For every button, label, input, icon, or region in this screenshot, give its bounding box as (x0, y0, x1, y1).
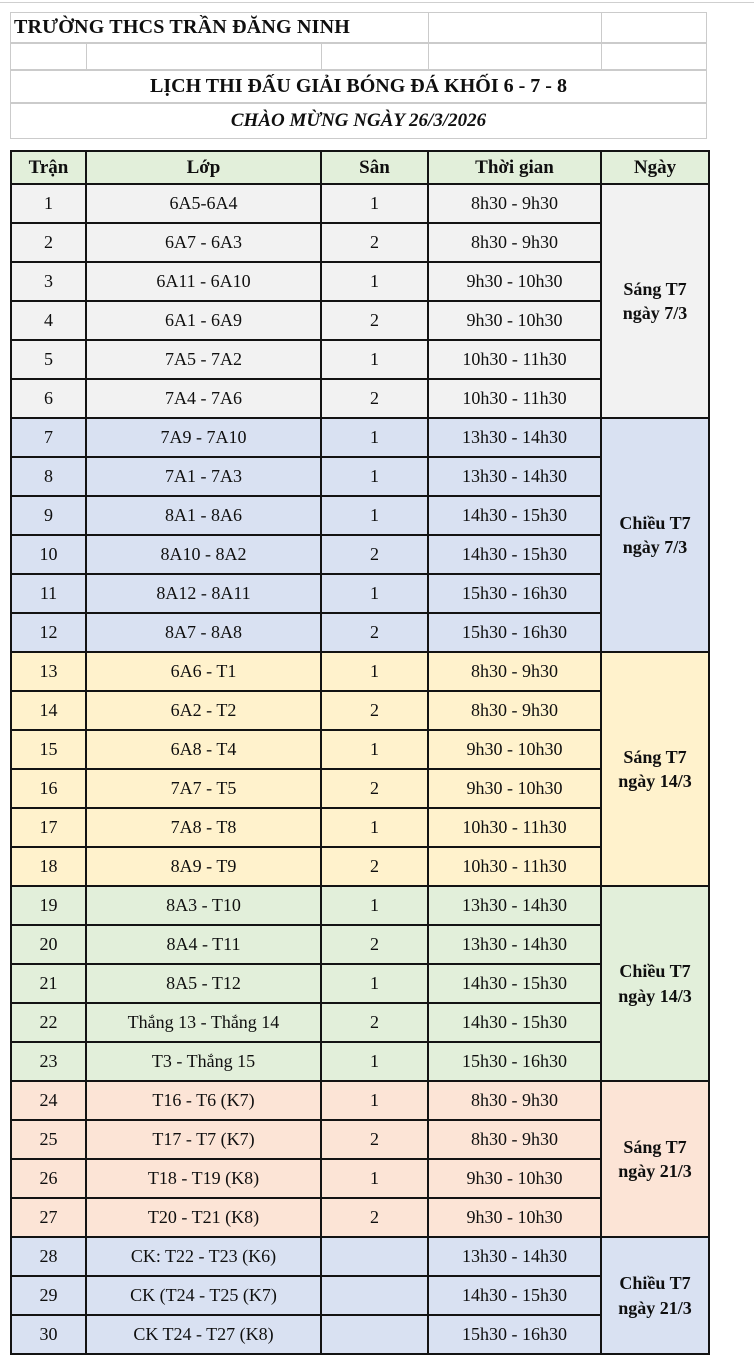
table-row (11, 886, 709, 925)
class-pair-cell: 6A11 - 6A10 (86, 262, 321, 301)
time-slot-cell: 14h30 - 15h30 (428, 496, 601, 535)
tournament-title: LỊCH THI ĐẤU GIẢI BÓNG ĐÁ KHỐI 6 - 7 - 8 (10, 70, 707, 103)
time-slot-cell: 9h30 - 10h30 (428, 730, 601, 769)
table-row (11, 184, 709, 223)
class-pair-cell: 8A4 - T11 (86, 925, 321, 964)
time-slot-cell: 10h30 - 11h30 (428, 808, 601, 847)
time-slot-cell: 8h30 - 9h30 (428, 223, 601, 262)
match-number-cell: 23 (11, 1042, 86, 1081)
match-number-cell: 27 (11, 1198, 86, 1237)
field-cell: 1 (321, 964, 428, 1003)
field-cell: 2 (321, 223, 428, 262)
gridline (321, 44, 322, 69)
header-row (11, 151, 709, 184)
class-pair-cell: 6A1 - 6A9 (86, 301, 321, 340)
time-slot-cell: 14h30 - 15h30 (428, 535, 601, 574)
day-session-cell: Sáng T7 ngày 7/3 (601, 184, 709, 418)
field-cell: 2 (321, 925, 428, 964)
table-row (11, 418, 709, 457)
header-time: Thời gian (428, 151, 601, 184)
gridline (601, 44, 602, 69)
schedule-table (10, 150, 710, 1355)
match-number-cell: 2 (11, 223, 86, 262)
time-slot-cell: 9h30 - 10h30 (428, 769, 601, 808)
match-number-cell: 20 (11, 925, 86, 964)
time-slot-cell: 10h30 - 11h30 (428, 379, 601, 418)
match-number-cell: 26 (11, 1159, 86, 1198)
table-row (11, 1081, 709, 1120)
time-slot-cell: 13h30 - 14h30 (428, 925, 601, 964)
header-lop: Lớp (86, 151, 321, 184)
match-number-cell: 14 (11, 691, 86, 730)
schedule-body (11, 184, 709, 1354)
time-slot-cell: 13h30 - 14h30 (428, 886, 601, 925)
time-slot-cell: 9h30 - 10h30 (428, 1198, 601, 1237)
field-cell (321, 1315, 428, 1354)
match-number-cell: 19 (11, 886, 86, 925)
class-pair-cell: T20 - T21 (K8) (86, 1198, 321, 1237)
field-cell: 1 (321, 1159, 428, 1198)
time-slot-cell: 9h30 - 10h30 (428, 262, 601, 301)
class-pair-cell: Thắng 13 - Thắng 14 (86, 1003, 321, 1042)
time-slot-cell: 15h30 - 16h30 (428, 1315, 601, 1354)
field-cell: 1 (321, 730, 428, 769)
field-cell: 2 (321, 535, 428, 574)
class-pair-cell: T18 - T19 (K8) (86, 1159, 321, 1198)
sheet-top-gridline (0, 2, 754, 3)
header-san: Sân (321, 151, 428, 184)
time-slot-cell: 10h30 - 11h30 (428, 847, 601, 886)
class-pair-cell: 6A8 - T4 (86, 730, 321, 769)
header-tran: Trận (11, 151, 86, 184)
gridline (86, 44, 87, 69)
time-slot-cell: 15h30 - 16h30 (428, 613, 601, 652)
field-cell: 1 (321, 184, 428, 223)
match-number-cell: 3 (11, 262, 86, 301)
field-cell: 1 (321, 886, 428, 925)
class-pair-cell: CK (T24 - T25 (K7) (86, 1276, 321, 1315)
class-pair-cell: 7A4 - 7A6 (86, 379, 321, 418)
match-number-cell: 9 (11, 496, 86, 535)
field-cell: 1 (321, 574, 428, 613)
class-pair-cell: 6A2 - T2 (86, 691, 321, 730)
empty-row (10, 43, 707, 70)
field-cell: 2 (321, 613, 428, 652)
day-session-cell: Sáng T7 ngày 14/3 (601, 652, 709, 886)
match-number-cell: 22 (11, 1003, 86, 1042)
time-slot-cell: 13h30 - 14h30 (428, 1237, 601, 1276)
day-session-cell: Sáng T7 ngày 21/3 (601, 1081, 709, 1237)
field-cell: 1 (321, 496, 428, 535)
class-pair-cell: 7A9 - 7A10 (86, 418, 321, 457)
match-number-cell: 29 (11, 1276, 86, 1315)
class-pair-cell: CK T24 - T27 (K8) (86, 1315, 321, 1354)
match-number-cell: 17 (11, 808, 86, 847)
gridline (428, 44, 429, 69)
time-slot-cell: 15h30 - 16h30 (428, 574, 601, 613)
field-cell: 1 (321, 262, 428, 301)
match-number-cell: 11 (11, 574, 86, 613)
day-session-cell: Chiều T7 ngày 14/3 (601, 886, 709, 1081)
time-slot-cell: 14h30 - 15h30 (428, 1276, 601, 1315)
class-pair-cell: 8A1 - 8A6 (86, 496, 321, 535)
class-pair-cell: 7A7 - T5 (86, 769, 321, 808)
field-cell: 2 (321, 379, 428, 418)
match-number-cell: 4 (11, 301, 86, 340)
match-number-cell: 8 (11, 457, 86, 496)
class-pair-cell: 8A7 - 8A8 (86, 613, 321, 652)
class-pair-cell: 8A10 - 8A2 (86, 535, 321, 574)
school-name-row (10, 12, 707, 43)
table-row (11, 1237, 709, 1276)
time-slot-cell: 10h30 - 11h30 (428, 340, 601, 379)
time-slot-cell: 8h30 - 9h30 (428, 652, 601, 691)
class-pair-cell: 7A8 - T8 (86, 808, 321, 847)
gridline (428, 13, 429, 42)
class-pair-cell: T16 - T6 (K7) (86, 1081, 321, 1120)
match-number-cell: 15 (11, 730, 86, 769)
field-cell: 2 (321, 1198, 428, 1237)
time-slot-cell: 14h30 - 15h30 (428, 964, 601, 1003)
time-slot-cell: 9h30 - 10h30 (428, 1159, 601, 1198)
class-pair-cell: 6A6 - T1 (86, 652, 321, 691)
field-cell: 1 (321, 457, 428, 496)
class-pair-cell: 8A9 - T9 (86, 847, 321, 886)
match-number-cell: 5 (11, 340, 86, 379)
time-slot-cell: 15h30 - 16h30 (428, 1042, 601, 1081)
class-pair-cell: 8A12 - 8A11 (86, 574, 321, 613)
match-number-cell: 21 (11, 964, 86, 1003)
class-pair-cell: 6A5-6A4 (86, 184, 321, 223)
time-slot-cell: 8h30 - 9h30 (428, 691, 601, 730)
school-name: TRƯỜNG THCS TRẦN ĐĂNG NINH (14, 16, 350, 38)
field-cell: 2 (321, 769, 428, 808)
field-cell: 2 (321, 1003, 428, 1042)
field-cell: 1 (321, 1081, 428, 1120)
day-session-cell: Chiều T7 ngày 7/3 (601, 418, 709, 652)
match-number-cell: 13 (11, 652, 86, 691)
class-pair-cell: 8A3 - T10 (86, 886, 321, 925)
time-slot-cell: 8h30 - 9h30 (428, 184, 601, 223)
match-number-cell: 28 (11, 1237, 86, 1276)
match-number-cell: 16 (11, 769, 86, 808)
field-cell: 1 (321, 652, 428, 691)
time-slot-cell: 8h30 - 9h30 (428, 1120, 601, 1159)
field-cell: 1 (321, 1042, 428, 1081)
field-cell (321, 1276, 428, 1315)
field-cell: 2 (321, 847, 428, 886)
field-cell: 1 (321, 340, 428, 379)
time-slot-cell: 14h30 - 15h30 (428, 1003, 601, 1042)
time-slot-cell: 8h30 - 9h30 (428, 1081, 601, 1120)
match-number-cell: 12 (11, 613, 86, 652)
day-session-cell: Chiều T7 ngày 21/3 (601, 1237, 709, 1354)
class-pair-cell: T3 - Thắng 15 (86, 1042, 321, 1081)
field-cell: 2 (321, 691, 428, 730)
time-slot-cell: 13h30 - 14h30 (428, 457, 601, 496)
field-cell: 1 (321, 808, 428, 847)
match-number-cell: 1 (11, 184, 86, 223)
table-row (11, 652, 709, 691)
tournament-subtitle: CHÀO MỪNG NGÀY 26/3/2026 (10, 103, 707, 139)
class-pair-cell: 7A1 - 7A3 (86, 457, 321, 496)
class-pair-cell: 7A5 - 7A2 (86, 340, 321, 379)
gridline (601, 13, 602, 42)
field-cell (321, 1237, 428, 1276)
match-number-cell: 6 (11, 379, 86, 418)
time-slot-cell: 9h30 - 10h30 (428, 301, 601, 340)
header-day: Ngày (601, 151, 709, 184)
class-pair-cell: T17 - T7 (K7) (86, 1120, 321, 1159)
class-pair-cell: CK: T22 - T23 (K6) (86, 1237, 321, 1276)
match-number-cell: 18 (11, 847, 86, 886)
class-pair-cell: 8A5 - T12 (86, 964, 321, 1003)
match-number-cell: 10 (11, 535, 86, 574)
match-number-cell: 30 (11, 1315, 86, 1354)
field-cell: 2 (321, 301, 428, 340)
match-number-cell: 25 (11, 1120, 86, 1159)
field-cell: 2 (321, 1120, 428, 1159)
match-number-cell: 24 (11, 1081, 86, 1120)
match-number-cell: 7 (11, 418, 86, 457)
class-pair-cell: 6A7 - 6A3 (86, 223, 321, 262)
field-cell: 1 (321, 418, 428, 457)
time-slot-cell: 13h30 - 14h30 (428, 418, 601, 457)
